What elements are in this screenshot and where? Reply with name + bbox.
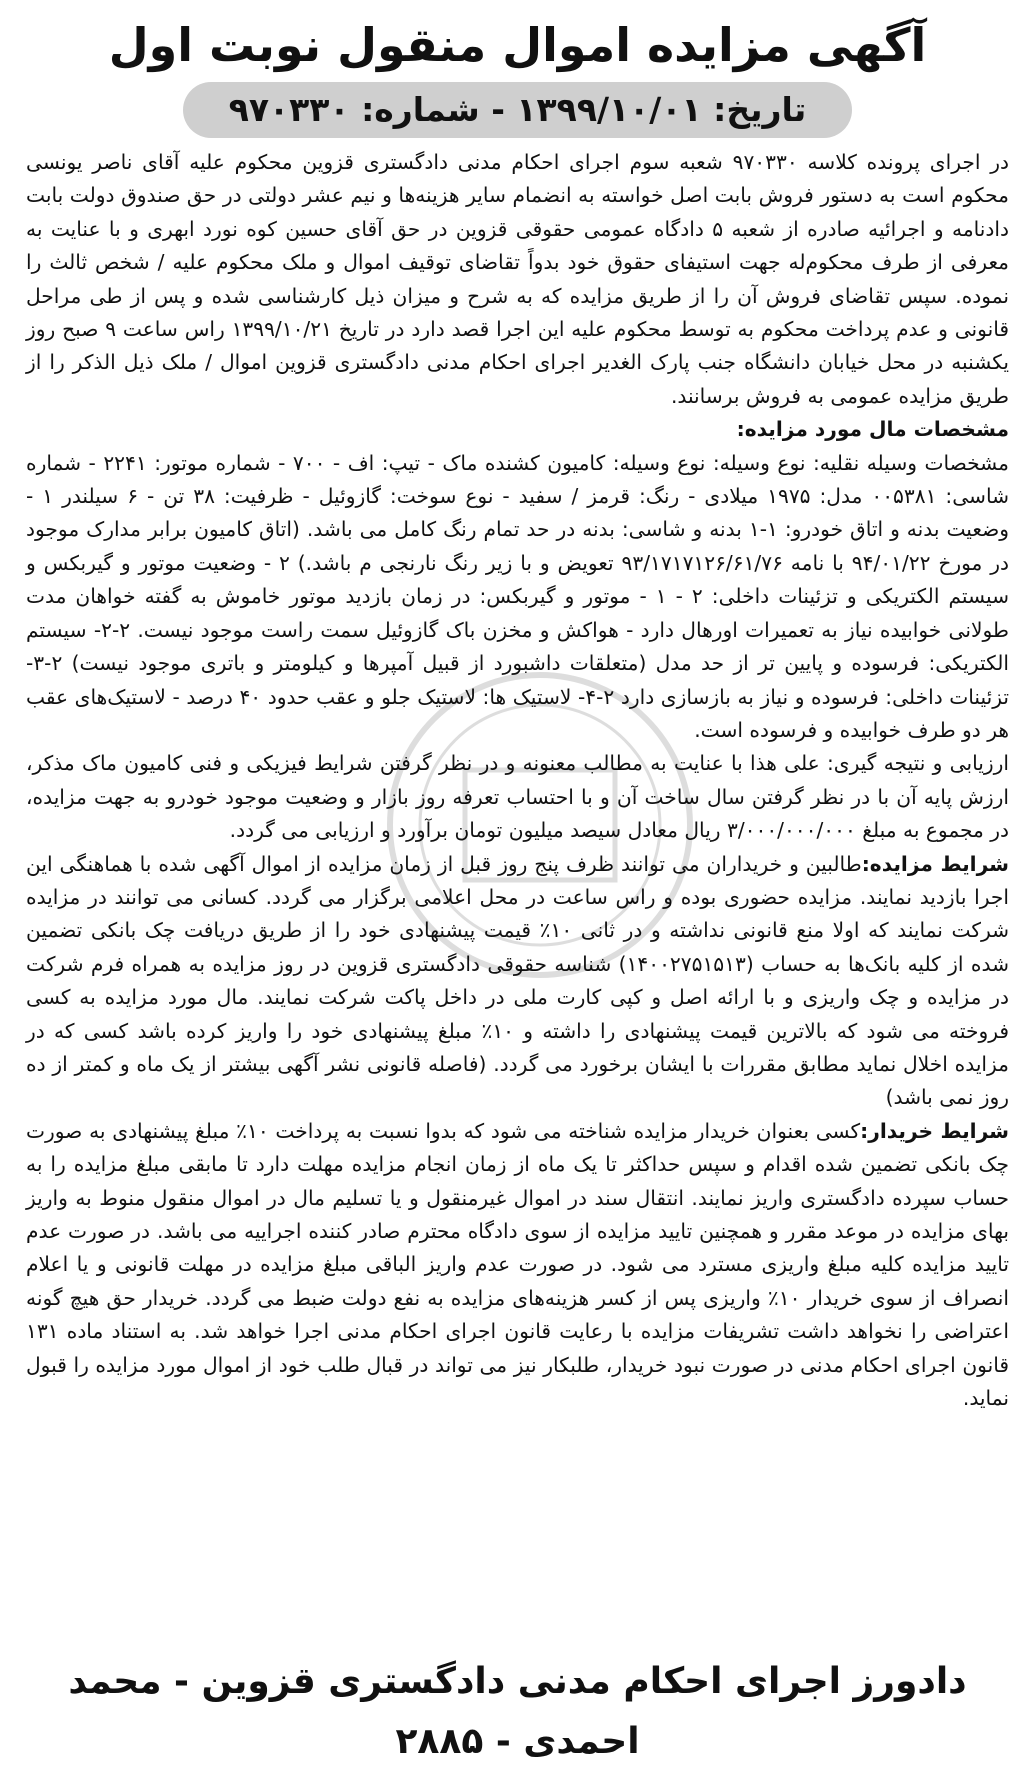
- notice-body: [26, 146, 1009, 1415]
- date-number-pill: تاریخ: ۱۳۹۹/۱۰/۰۱ - شماره: ۹۷۰۳۳۰: [183, 82, 853, 138]
- conditions-label: شرایط مزایده:: [861, 851, 1009, 876]
- conditions-text: طالبین و خریداران می توانند ظرف پنج روز قبل از زمان مزایده از اموال آگهی شده با هماهنگی این اجرا بازدید نمایند. مزایده حضوری بوده و راس ساعت در محل اعلامی برگزار می گردد. کسانی می توانند در مزایده شرکت نمایند که اولا منع قانونی نداشته و در ثانی ۱۰٪ قیمت پیشنهادی خود را از طریق دریافت چک بانکی تضمین شده از کلیه بانک‌ها به حساب (۱۴۰۰۲۷۵۱۵۱۳) شناسه حقوقی دادگستری قزوین در روز مزایده به همراه فرم شرکت در مزایده و چک واریزی و با ارائه اصل و کپی کارت ملی در داخل پاکت شرکت نمایند. مال مورد مزایده به کسی فروخته می شود که بالاترین قیمت پیشنهادی را داشته و ۱۰٪ مبلغ پیشنهادی خود را واریز کرده باشد کسی که در مزایده اخلال نماید مطابق مقررات با ایشان برخورد می گردد. (فاصله قانونی نشر آگهی بیشتر از یک ماه و کمتر از ده روز نمی باشد): [26, 851, 1009, 1110]
- vehicle-specs-paragraph: مشخصات وسیله نقلیه: نوع وسیله: نوع وسیله: کامیون کشنده ماک - تیپ: اف - ۷۰۰ - شماره موتور: ۲۲۴۱ - شماره شاسی: ۰۰۵۳۸۱ مدل: ۱۹۷۵ میلادی - رنگ: قرمز / سفید - نوع سوخت: گازوئیل - ظرفیت: ۳۸ تن - ۶ سیلندر ۱ - وضعیت بدنه و اتاق خودرو: ۱-۱ بدنه و شاسی: بدنه در حد تمام رنگ کامل می باشد. (اتاق کامیون برابر مدارک موجود در مورخ ۹۴/۰۱/۲۲ با نامه ۹۳/۱۷۱۷۱۲۶/۶۱/۷۶ تعویض و با زیر رنگ نارنجی م باشد.) ۲ - وضعیت موتور و گیربکس و سیستم الکتریکی و تزئینات داخلی: ۲ - ۱ - موتور و گیربکس: در زمان بازدید موتور خاموش به گفته خواهان مدت طولانی خوابیده نیاز به تعمیرات اورهال دارد - هواکش و مخزن باک گازوئیل سمت راست موجود نیست. ۲-۲- سیستم الکتریکی: فرسوده و پایین تر از حد مدل (متعلقات داشبورد از قبیل آمپرها و کیلومتر و باتری موجود نیست) ۲-۳- تزئینات داخلی: فرسوده و نیاز به بازسازی دارد ۲-۴- لاستیک ها: لاستیک جلو و عقب حدود ۴۰ درصد - لاستیک‌های عقب هر دو طرف خوابیده و فرسوده است.: [26, 450, 1010, 742]
- intro-paragraph: در اجرای پرونده کلاسه ۹۷۰۳۳۰ شعبه سوم اجرای احکام مدنی دادگستری قزوین محکوم علیه آقای ناصر یونسی محکوم است به دستور فروش بابت اصل خواسته به انضمام سایر هزینه‌ها و نیم عشر دولتی در حق صندوق دولت بابت دادنامه و اجرائیه صادره از شعبه ۵ دادگاه عمومی حقوقی قزوین در حق آقای حسین کوه نورد ابهری و با عنایت به معرفی از طرف محکوم‌له جهت استیفای حقوق خود بدواً تقاضای توقیف اموال و ملک محکوم علیه / شخص ثالث را نموده. سپس تقاضای فروش آن را از طریق مزایده که به شرح و میزان ذیل کارشناسی شده و پس از طی مراحل قانونی و عدم پرداخت محکوم به توسط محکوم علیه این اجرا قصد دارد در تاریخ ۱۳۹۹/۱۰/۲۱ راس ساعت ۹ صبح روز یکشنبه در محل خیابان دانشگاه جنب پارک الغدیر اجرای احکام مدنی دادگستری قزوین اموال / ملک ذیل الذکر را از طریق مزایده عمومی به فروش برسانند.: [26, 150, 1009, 408]
- notice-title: آگهی مزایده اموال منقول نوبت اول: [108, 18, 927, 72]
- specs-heading: مشخصات مال مورد مزایده:: [736, 417, 1009, 442]
- buyer-label: شرایط خریدار:: [860, 1118, 1009, 1143]
- conditions-paragraph: [26, 848, 1009, 1115]
- assessment-paragraph: ارزیابی و نتیجه گیری: علی هذا با عنایت به مطالب معنونه و در نظر گرفتن شرایط فیزیکی و فنی کامیون ماک مذکر، ارزش پایه آن با در نظر گرفتن سال ساخت آن و با احتساب تعرفه روز بازار و وضعیت موجود خودرو به جهت مزایده، در مجموع به مبلغ ۳/۰۰۰/۰۰۰/۰۰۰ ریال معادل سیصد میلیون تومان برآورد و ارزیابی می گردد.: [26, 751, 1009, 843]
- date-banner: [26, 82, 1009, 138]
- signature-line: دادورز اجرای احکام مدنی دادگستری قزوین - محمد احمدی - ۲۸۸۵: [68, 1661, 967, 1762]
- buyer-text: کسی بعنوان خریدار مزایده شناخته می شود که بدوا نسبت به پرداخت ۱۰٪ مبلغ پیشنهادی به صورت چک بانکی تضمین شده اقدام و سپس حداکثر تا یک ماه از زمان انجام مزایده مهلت دارد تا مابقی مبلغ مزایده را به حساب سپرده دادگستری واریز نمایند. انتقال سند در اموال غیرمنقول و یا تسلیم مال در اموال منقول منوط به واریز بهای مزایده در موعد مقرر و همچنین تایید مزایده از سوی دادگاه محترم صادر کننده اجراییه می باشد. در صورت عدم تایید مزایده کلیه مبلغ واریزی مسترد می شود. در صورت عدم واریز الباقی مبلغ مزایده در مهلت قانونی و یا اعلام انصراف از سوی خریدار ۱۰٪ واریزی پس از کسر هزینه‌های مزایده به نفع دولت ضبط می گردد. خریدار حق هیچ گونه اعتراضی را نخواهد داشت تشریفات مزایده با رعایت قانون اجرای احکام مدنی اجرا خواهد شد. به استناد ماده ۱۳۱ قانون اجرای احکام مدنی در صورت نبود خریدار، طلبکار نیز می تواند در قبال طلب خود از اموال مورد مزایده را قبول نماید.: [26, 1118, 1009, 1411]
- buyer-paragraph: [26, 1115, 1009, 1416]
